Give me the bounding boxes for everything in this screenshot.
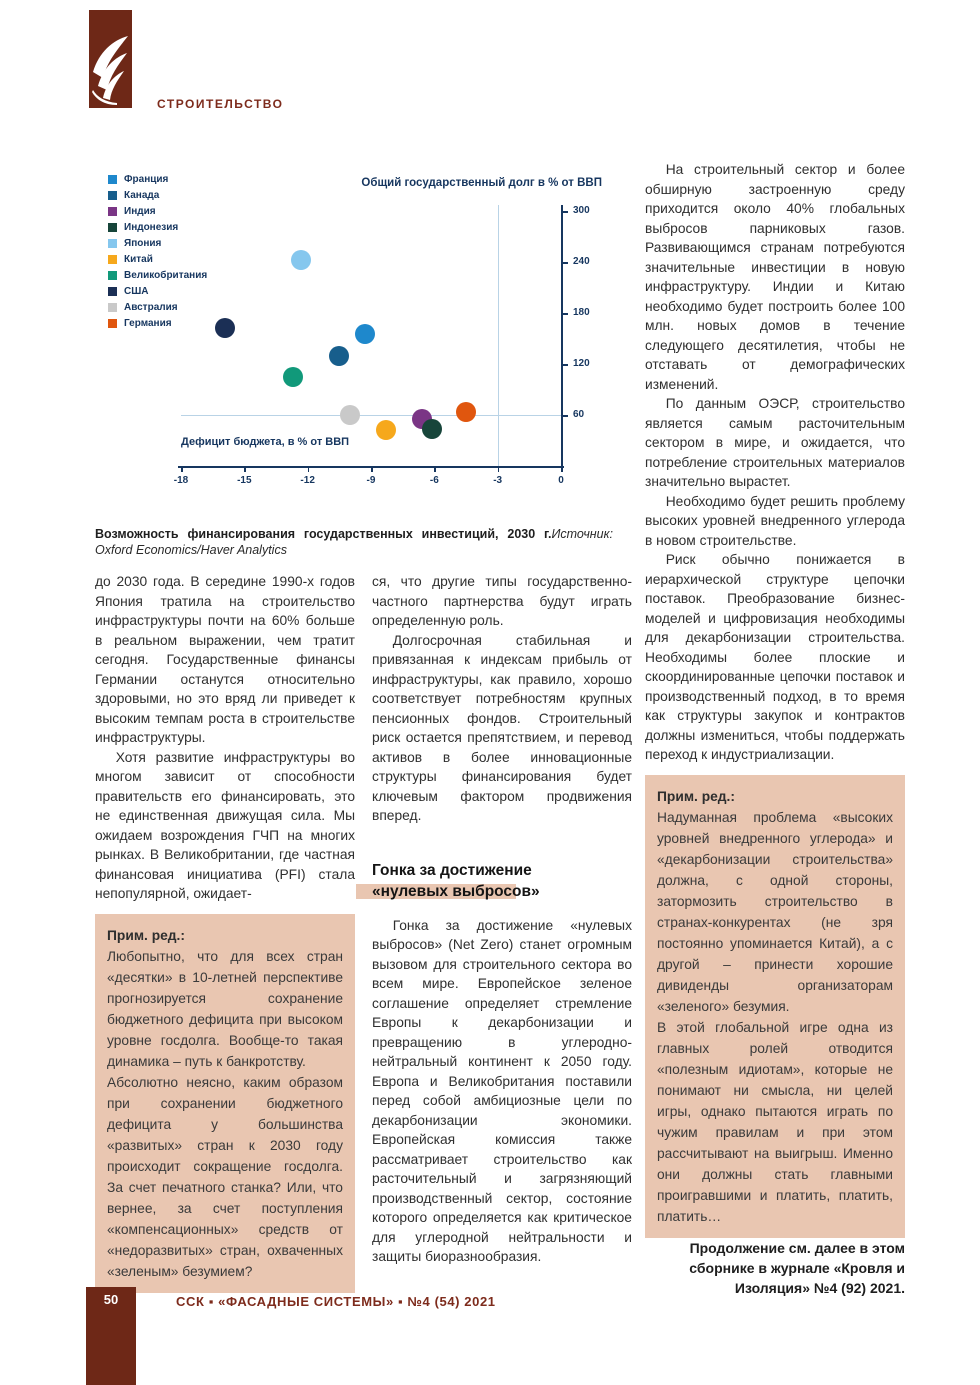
data-point — [340, 405, 360, 425]
legend-label: США — [124, 286, 149, 297]
continuation-note: Продолжение см. далее в этом сборнике в журнале «Кровля и Изоляция» №4 (92) 2021. — [689, 1239, 905, 1296]
section-heading-line2: «нулевых выбросов» — [372, 882, 540, 900]
text-column-2 — [372, 572, 632, 1267]
data-point — [291, 250, 311, 270]
editor-note-title: Прим. ред.: — [107, 927, 185, 943]
data-point — [456, 402, 476, 422]
x-tick-label: -12 — [300, 475, 315, 486]
reference-line-horizontal — [181, 415, 561, 416]
editor-note-box-2 — [645, 775, 905, 1238]
paragraph: до 2030 года. В середине 1990-х годов Япония тратила на строительство инфраструктуры почти на 60% больше в реальном выражении, чем тратит сегодня. Государственные финансы Германии останутся относительно здоровыми, но это вряд ли приведет к высоким темпам роста в строительстве инфраструктуры. — [95, 574, 355, 745]
x-tick-mark — [561, 466, 563, 472]
x-tick-mark — [308, 466, 310, 472]
reference-line-vertical — [498, 205, 499, 466]
paragraph: Хотя развитие инфраструктуры во многом зависит от способности правительств его финансировать, это не единственная движущая сила. Мы ожидаем возрождения ГЧП на многих рынках. В Великобритании, где частная финансовая инициатива (PFI) стала непопулярной, ожидает- — [95, 749, 355, 901]
chart-caption-source: Источник: Oxford Economics/Haver Analytics — [95, 527, 613, 557]
page-number-block — [86, 1287, 136, 1385]
editor-note-title: Прим. ред.: — [657, 788, 735, 804]
paragraph: ся, что другие типы государственно-частного партнерства будут играть определенную роль. — [372, 574, 632, 628]
x-tick-label: -9 — [366, 475, 376, 486]
paragraph: Долгосрочная стабильная и привязанная к индексам прибыль от инфраструктуры, как правило, хорошо соответствует потребностям крупных пенсионных фондов. Строительный риск остается препятствием, и перевод активов в более инновационные структуры финансирования будет ключевым фактором продвижения вперед. — [372, 632, 632, 823]
x-tick-mark — [181, 466, 183, 472]
legend-label: Япония — [124, 238, 162, 249]
y-tick-label: 300 — [573, 205, 590, 216]
y-tick-label: 60 — [573, 409, 585, 420]
editor-note-text: Любопытно, что для всех стран «десятки» в 10-летней перспективе прогнозируется сохранение бюджетного дефицита при высоком уровне госдолга. Вообще-то такая динамика – путь к банкротству. — [107, 948, 343, 1069]
editor-note-box-1 — [95, 914, 355, 1293]
data-point — [422, 419, 442, 439]
x-tick-label: -15 — [237, 475, 252, 486]
data-point — [215, 318, 235, 338]
legend-label: Франция — [124, 174, 169, 185]
editor-note-text: В этой глобальной игре одна из главных ролей отводится «полезным идиотам», которые не понимают ни смысла, ни целей игры, однако пытаются играть по чужим правилам и при этом рассчитывают на выигрыш. Именно они должны стать главными проигравшими и платить, платить, платить… — [657, 1019, 893, 1224]
y-tick-mark — [561, 262, 568, 264]
x-tick-label: 0 — [558, 475, 564, 486]
page-number: 50 — [103, 1292, 119, 1307]
legend-label: Великобритания — [124, 270, 208, 281]
data-point — [376, 420, 396, 440]
y-tick-mark — [561, 364, 568, 366]
editor-note-text: Абсолютно неясно, каким образом при сохранении бюджетного дефицита у большинства «развитых» стран к 2030 году происходит сокращение госдолга. За счет печатного станка? Или, что вернее, за счет поступления «компенсационных» средств от «недоразвитых» стран, охваченных «зеленым» безумием? — [107, 1074, 343, 1279]
editor-note-text: Надуманная проблема «высоких уровней внедренного углерода» и «декарбонизации строительства» должна, с одной стороны, затормозить строительство в странах-конкурентах (не зря постоянно упоминается Китай), а с другой – принести хорошие дивиденды организаторам «зеленого» безумия. — [657, 809, 893, 1014]
x-tick-label: -6 — [429, 475, 439, 486]
chart-x-axis-label: Дефицит бюджета, в % от ВВП — [181, 436, 350, 448]
data-point — [329, 346, 349, 366]
paragraph: Риск обычно понижается в иерархической структуре цепочки поставок. Преобразование бизнес-моделей и цифровизация необходимы для декарбонизации строительства. Необходимы более плоские и скоординированные цепочки поставок и производственный подход, в то время как структуры закупок и контрактов должны измениться, чтобы поддержать переход к индустриализации. — [645, 552, 905, 762]
y-tick-label: 180 — [573, 307, 590, 318]
legend-label: Индонезия — [124, 222, 179, 233]
chart-caption-title: Возможность финансирования государственных инвестиций, 2030 г. — [95, 527, 552, 541]
legend-label: Китай — [124, 254, 153, 265]
legend-label: Австралия — [124, 302, 178, 313]
chart-title: Общий государственный долг в % от ВВП — [361, 177, 602, 189]
y-tick-label: 120 — [573, 358, 590, 369]
y-tick-mark — [561, 415, 568, 417]
scatter-chart — [95, 160, 610, 522]
paragraph: По данным ОЭСР, строительство является самым расточительным сектором в мире, и ожидается, что потребление строительных материалов значительно вырастет. — [645, 396, 905, 489]
text-column-1 — [95, 572, 355, 1293]
data-point — [355, 324, 375, 344]
data-point — [283, 367, 303, 387]
chart-caption — [95, 526, 613, 558]
chart-plot — [95, 160, 610, 522]
x-tick-mark — [371, 466, 373, 472]
x-tick-label: -18 — [173, 475, 189, 486]
x-tick-mark — [244, 466, 246, 472]
text-column-3 — [645, 160, 905, 1298]
legend-label: Германия — [124, 318, 172, 329]
y-tick-mark — [561, 211, 568, 213]
x-tick-mark — [498, 466, 500, 472]
section-heading-line1: Гонка за достижение — [372, 861, 532, 879]
publisher-logo — [89, 10, 132, 108]
footer-imprint: ССК ▪ «ФАСАДНЫЕ СИСТЕМЫ» ▪ №4 (54) 2021 — [176, 1294, 496, 1309]
paragraph: Гонка за достижение «нулевых выбросов» (Net Zero) станет огромным вызовом для строительного сектора во всем мире. Европейское зеленое соглашение определяет стремление Европы к декарбонизации и превращению в углеродно-нейтральный континент к 2050 году. Европа и Великобритания поставили перед собой амбициозные цели по декарбонизации экономики. Европейская комиссия также рассматривает строительство как расточительный и загрязняющий производственный сектор, состояние которого определяется как критическое для углеродной нейтральности и защиты биоразнообразия. — [372, 917, 632, 1264]
paragraph: На строительный сектор и более обширную застроенную среду приходится около 40% глобальных выбросов парниковых газов. Развивающимся странам потребуются значительные инвестиции в новую инфраструктуру. Индии и Китаю необходимо будет построить более 100 млн. новых домов в течение следующего десятилетия, чтобы не отставать от демографических изменений. — [645, 162, 905, 392]
y-axis-line — [561, 205, 563, 466]
section-heading — [372, 860, 632, 902]
legend-label: Индия — [124, 206, 156, 217]
x-tick-mark — [434, 466, 436, 472]
x-tick-label: -3 — [493, 475, 503, 486]
y-tick-mark — [561, 313, 568, 315]
section-title: СТРОИТЕЛЬСТВО — [157, 97, 284, 111]
fan-leaves-icon — [89, 10, 132, 106]
legend-label: Канада — [124, 190, 160, 201]
paragraph: Необходимо будет решить проблему высоких уровней внедренного углерода в новом строительстве. — [645, 493, 905, 548]
y-tick-label: 240 — [573, 256, 590, 267]
